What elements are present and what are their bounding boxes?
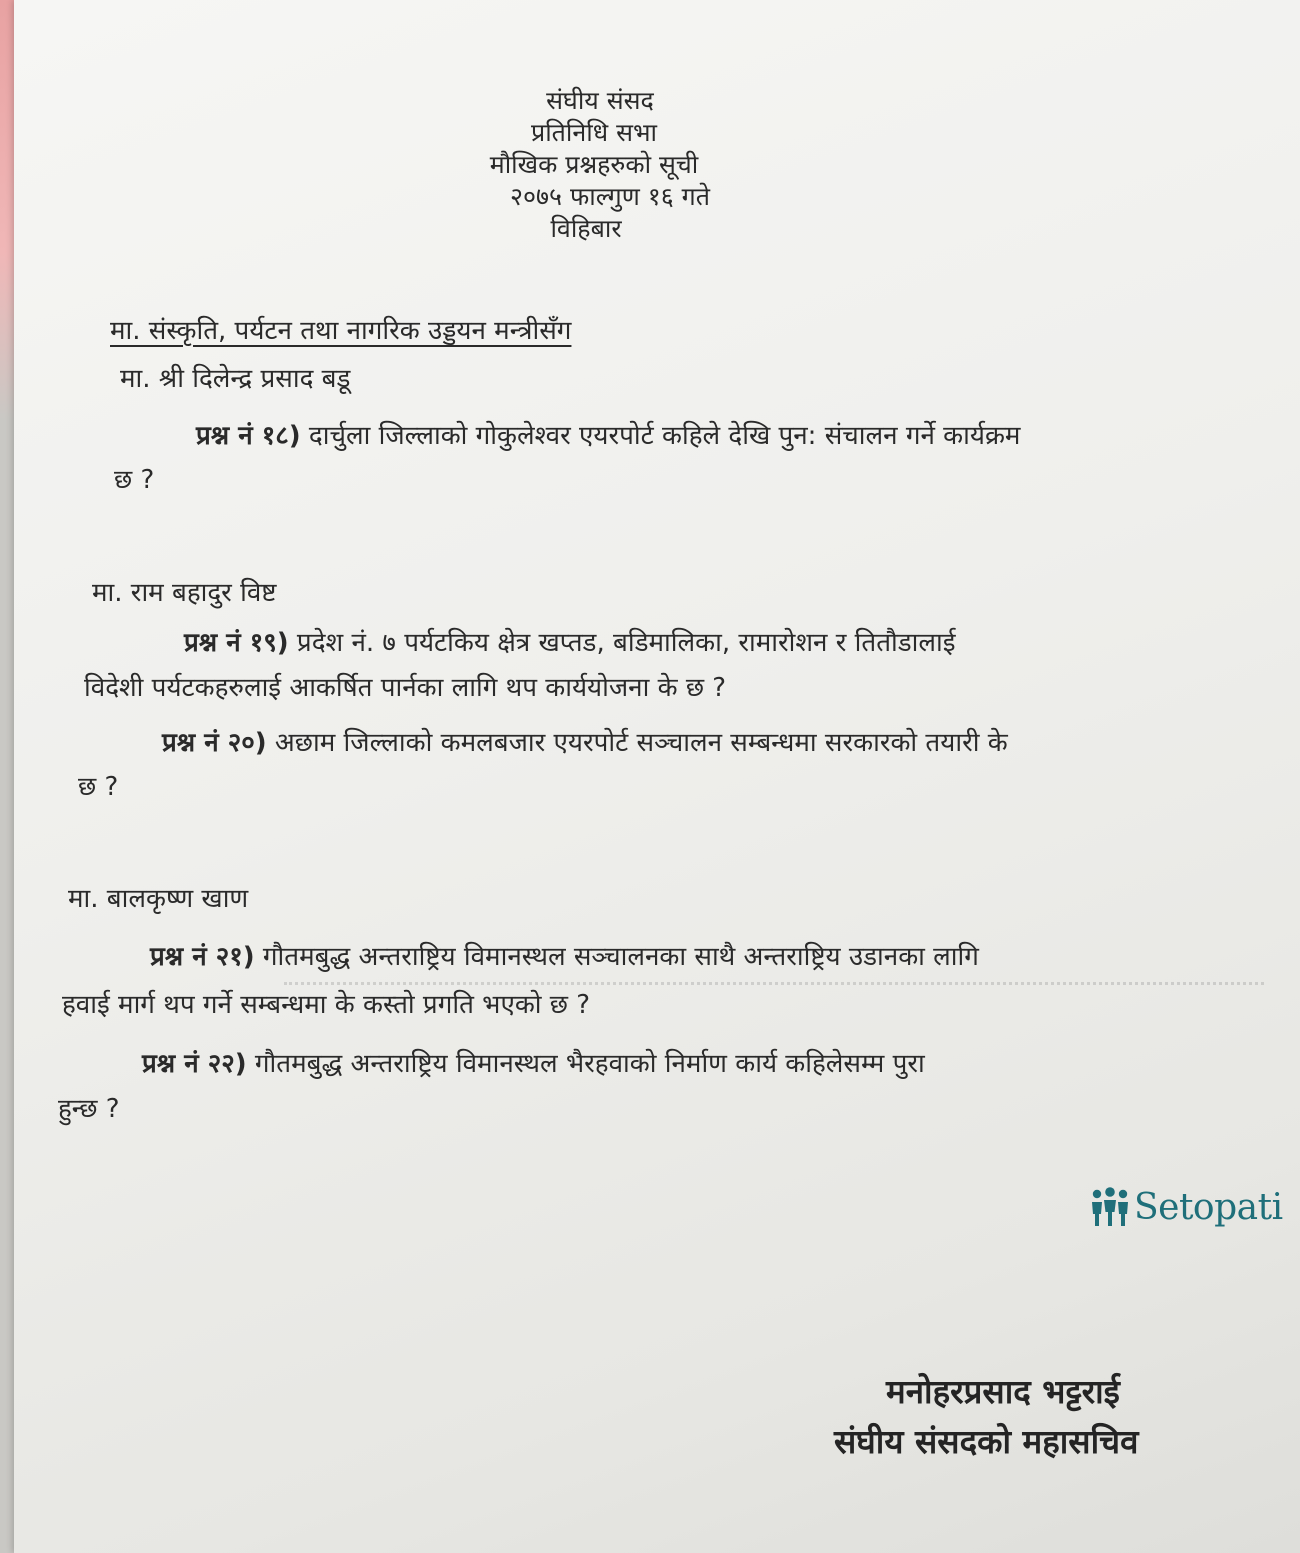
question-text-continued: छ ? bbox=[78, 772, 119, 802]
question-21 bbox=[150, 942, 979, 973]
question-text: प्रदेश नं. ७ पर्यटकिय क्षेत्र खप्तड, बडिमालिका, रामारोशन र तितौडालाई bbox=[296, 628, 956, 658]
question-text-continued: हुन्छ ? bbox=[58, 1094, 120, 1124]
people-icon bbox=[1090, 1186, 1130, 1228]
question-text: गौतमबुद्ध अन्तराष्ट्रिय विमानस्थल भैरहवाको निर्माण कार्य कहिलेसम्म पुरा bbox=[254, 1049, 925, 1079]
question-number: प्रश्न नं १८) bbox=[196, 421, 301, 451]
question-18 bbox=[196, 421, 1020, 452]
signatory-name: मनोहरप्रसाद भट्टराई bbox=[886, 1372, 1120, 1411]
question-19 bbox=[184, 628, 956, 659]
question-text: दार्चुला जिल्लाको गोकुलेश्वर एयरपोर्ट कहिले देखि पुन: संचालन गर्ने कार्यक्रम bbox=[308, 421, 1021, 451]
page-edge-strip bbox=[0, 0, 14, 420]
header-line-weekday: विहिबार bbox=[550, 214, 622, 243]
question-text-continued: छ ? bbox=[114, 465, 155, 495]
question-22 bbox=[142, 1049, 925, 1080]
question-number: प्रश्न नं २२) bbox=[142, 1049, 247, 1079]
question-text-continued: विदेशी पर्यटकहरुलाई आकर्षित पार्नका लागि थप कार्ययोजना के छ ? bbox=[84, 673, 727, 703]
header-line-list-title: मौखिक प्रश्नहरुको सूची bbox=[489, 150, 699, 179]
setopati-logo bbox=[1090, 1186, 1283, 1228]
signatory-title: संघीय संसदको महासचिव bbox=[834, 1422, 1139, 1461]
member-name: मा. श्री दिलेन्द्र प्रसाद बडू bbox=[120, 364, 351, 394]
question-number: प्रश्न नं २१) bbox=[150, 942, 255, 972]
question-text: अछाम जिल्लाको कमलबजार एयरपोर्ट सञ्चालन सम्बन्धमा सरकारको तयारी के bbox=[274, 728, 1008, 758]
question-number: प्रश्न नं १९) bbox=[184, 628, 289, 658]
setopati-wordmark: Setopati bbox=[1134, 1186, 1283, 1228]
question-text: गौतमबुद्ध अन्तराष्ट्रिय विमानस्थल सञ्चालनका साथै अन्तराष्ट्रिय उडानका लागि bbox=[262, 942, 979, 972]
header-line-parliament: संघीय संसद bbox=[546, 86, 654, 115]
member-name: मा. बालकृष्ण खाण bbox=[68, 884, 249, 914]
question-text-continued: हवाई मार्ग थप गर्ने सम्बन्धमा के कस्तो प्रगति भएको छ ? bbox=[62, 990, 591, 1020]
document-page bbox=[14, 0, 1300, 1553]
header-line-date: २०७५ फाल्गुण १६ गते bbox=[510, 182, 710, 211]
section-title: मा. संस्कृति, पर्यटन तथा नागरिक उड्डयन मन्त्रीसँग bbox=[110, 316, 572, 346]
member-name: मा. राम बहादुर विष्ट bbox=[92, 578, 277, 608]
header-line-house: प्रतिनिधि सभा bbox=[530, 118, 658, 147]
question-number: प्रश्न नं २०) bbox=[162, 728, 267, 758]
question-20 bbox=[162, 728, 1008, 759]
